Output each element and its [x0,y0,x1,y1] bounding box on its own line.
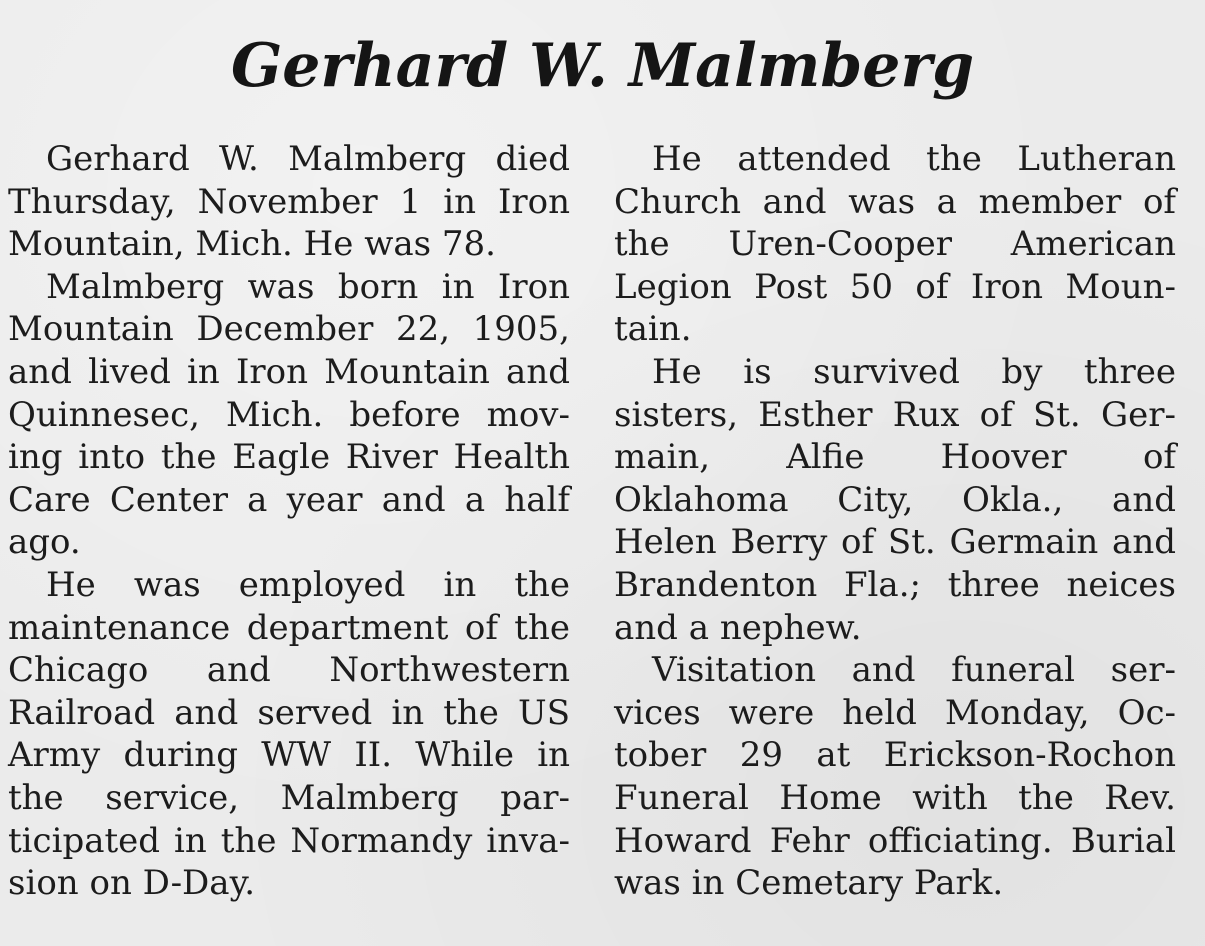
text-line: Oklahoma City, Okla., and [614,479,1176,520]
text-line: and lived in Iron Mountain and [8,351,570,392]
obituary-title: Gerhard W. Malmberg [230,31,975,101]
text-line: main, Alfie Hoover of [614,437,1176,478]
text-line: Thursday, November 1 in Iron [8,181,570,222]
text-line: Visitation and funeral ser- [652,650,1176,691]
text-line: the service, Malmberg par- [8,777,570,818]
text-line: Howard Fehr officiating. Burial [614,820,1176,861]
right-column [614,138,1176,905]
left-column [8,138,570,905]
text-line: Malmberg was born in Iron [46,266,570,307]
text-line: ing into the Eagle River Health [8,437,570,478]
text-line: Brandenton Fla.; three neices [614,564,1176,605]
text-line: Quinnesec, Mich. before mov- [8,394,570,435]
text-line: ago. [8,522,81,563]
text-line: Funeral Home with the Rev. [614,777,1176,818]
text-line: Helen Berry of St. Germain and [614,522,1176,563]
text-line: He is survived by three [652,351,1176,392]
text-line: He attended the Lutheran [652,139,1176,179]
text-line: Mountain December 22, 1905, [8,309,570,350]
text-line: and a nephew. [614,607,862,648]
text-line: Church and was a member of [614,181,1176,222]
text-line: vices were held Monday, Oc- [614,692,1176,733]
text-line: tain. [614,309,692,350]
text-line: Army during WW II. While in [8,735,570,776]
text-line: He was employed in the [46,564,570,605]
text-line: was in Cemetary Park. [614,863,1004,904]
text-line: Gerhard W. Malmberg died [46,139,570,179]
text-line: sion on D-Day. [8,863,256,904]
text-line: the Uren-Cooper American [614,224,1176,265]
text-line: maintenance department of the [8,607,570,648]
text-line: tober 29 at Erickson-Rochon [614,735,1176,776]
text-line: Railroad and served in the US [8,692,570,733]
text-line: Legion Post 50 of Iron Moun- [614,266,1176,307]
text-line: Care Center a year and a half [8,479,570,520]
text-line: Mountain, Mich. He was 78. [8,224,496,265]
text-line: ticipated in the Normandy inva- [8,820,570,861]
text-line: Chicago and Northwestern [8,650,570,691]
text-line: sisters, Esther Rux of St. Ger- [614,394,1176,435]
